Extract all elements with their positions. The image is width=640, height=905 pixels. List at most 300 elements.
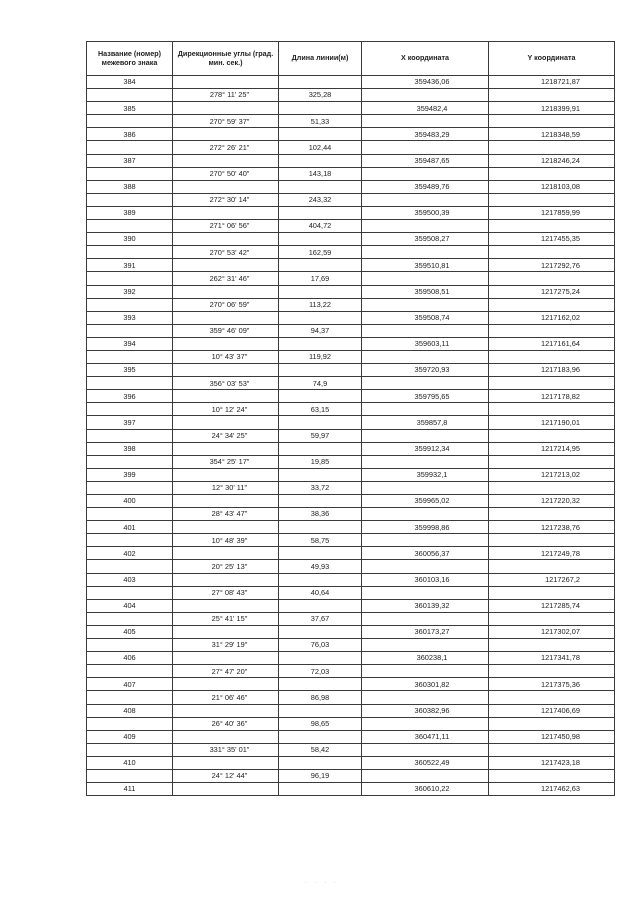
x-coordinate: 360056,37 xyxy=(362,547,489,560)
x-cell-empty xyxy=(362,298,489,311)
length-cell-empty xyxy=(279,337,362,350)
x-cell-empty xyxy=(362,612,489,625)
x-cell-empty xyxy=(362,220,489,233)
y-cell-empty xyxy=(489,534,615,547)
table-row xyxy=(87,652,615,665)
direction-angle: 262° 31' 46" xyxy=(173,272,279,285)
point-name-empty xyxy=(87,455,173,468)
angle-cell-empty xyxy=(173,756,279,769)
y-coordinate: 1217450,98 xyxy=(489,730,615,743)
x-cell-empty xyxy=(362,89,489,102)
table-row xyxy=(87,586,615,599)
table-row xyxy=(87,560,615,573)
line-length: 96,19 xyxy=(279,769,362,782)
x-coordinate: 359482,4 xyxy=(362,102,489,115)
x-coordinate: 359508,74 xyxy=(362,311,489,324)
header-x-coordinate: X координата xyxy=(362,42,489,76)
length-cell-empty xyxy=(279,547,362,560)
table-row xyxy=(87,285,615,298)
line-length: 38,36 xyxy=(279,508,362,521)
angle-cell-empty xyxy=(173,625,279,638)
direction-angle: 359° 46' 09" xyxy=(173,324,279,337)
line-length: 76,03 xyxy=(279,639,362,652)
x-cell-empty xyxy=(362,691,489,704)
y-coordinate: 1217375,36 xyxy=(489,678,615,691)
x-cell-empty xyxy=(362,586,489,599)
y-cell-empty xyxy=(489,377,615,390)
line-length: 17,69 xyxy=(279,272,362,285)
length-cell-empty xyxy=(279,285,362,298)
y-coordinate: 1217238,76 xyxy=(489,521,615,534)
direction-angle: 12° 30' 11" xyxy=(173,481,279,494)
x-coordinate: 360139,32 xyxy=(362,599,489,612)
table-row xyxy=(87,311,615,324)
direction-angle: 28° 43' 47" xyxy=(173,508,279,521)
table-row xyxy=(87,89,615,102)
line-length: 325,28 xyxy=(279,89,362,102)
line-length: 102,44 xyxy=(279,141,362,154)
angle-cell-empty xyxy=(173,573,279,586)
x-coordinate: 359508,27 xyxy=(362,233,489,246)
point-name: 411 xyxy=(87,783,173,796)
table-row xyxy=(87,481,615,494)
point-name-empty xyxy=(87,586,173,599)
table-row xyxy=(87,76,615,89)
line-length: 113,22 xyxy=(279,298,362,311)
direction-angle: 331° 35' 01" xyxy=(173,743,279,756)
table-row xyxy=(87,625,615,638)
table-row xyxy=(87,769,615,782)
point-name: 406 xyxy=(87,652,173,665)
x-coordinate: 359510,81 xyxy=(362,259,489,272)
length-cell-empty xyxy=(279,599,362,612)
line-length: 58,75 xyxy=(279,534,362,547)
x-cell-empty xyxy=(362,717,489,730)
y-cell-empty xyxy=(489,769,615,782)
line-length: 37,67 xyxy=(279,612,362,625)
x-coordinate: 359932,1 xyxy=(362,468,489,481)
length-cell-empty xyxy=(279,495,362,508)
direction-angle: 278° 11' 25" xyxy=(173,89,279,102)
table-row xyxy=(87,324,615,337)
point-name-empty xyxy=(87,141,173,154)
y-cell-empty xyxy=(489,193,615,206)
x-coordinate: 359483,29 xyxy=(362,128,489,141)
table-row xyxy=(87,783,615,796)
table-row xyxy=(87,350,615,363)
angle-cell-empty xyxy=(173,468,279,481)
point-name: 409 xyxy=(87,730,173,743)
point-name-empty xyxy=(87,350,173,363)
line-length: 404,72 xyxy=(279,220,362,233)
direction-angle: 270° 59' 37" xyxy=(173,115,279,128)
y-cell-empty xyxy=(489,665,615,678)
x-cell-empty xyxy=(362,429,489,442)
header-point-name: Название (номер) межевого знака xyxy=(87,42,173,76)
table-row xyxy=(87,743,615,756)
length-cell-empty xyxy=(279,783,362,796)
x-coordinate: 359500,39 xyxy=(362,206,489,219)
coordinates-sheet xyxy=(86,41,614,860)
x-coordinate: 359487,65 xyxy=(362,154,489,167)
y-coordinate: 1218721,87 xyxy=(489,76,615,89)
point-name: 392 xyxy=(87,285,173,298)
length-cell-empty xyxy=(279,416,362,429)
y-cell-empty xyxy=(489,743,615,756)
x-cell-empty xyxy=(362,534,489,547)
table-row xyxy=(87,102,615,115)
angle-cell-empty xyxy=(173,390,279,403)
table-body xyxy=(87,76,615,796)
x-coordinate: 359720,93 xyxy=(362,364,489,377)
table-row xyxy=(87,691,615,704)
table-row xyxy=(87,704,615,717)
point-name-empty xyxy=(87,89,173,102)
table-row xyxy=(87,128,615,141)
direction-angle: 270° 06' 59" xyxy=(173,298,279,311)
direction-angle: 10° 12' 24" xyxy=(173,403,279,416)
x-cell-empty xyxy=(362,324,489,337)
y-coordinate: 1218103,08 xyxy=(489,180,615,193)
x-cell-empty xyxy=(362,115,489,128)
direction-angle: 24° 34' 25" xyxy=(173,429,279,442)
angle-cell-empty xyxy=(173,442,279,455)
x-coordinate: 360301,82 xyxy=(362,678,489,691)
point-name-empty xyxy=(87,717,173,730)
y-cell-empty xyxy=(489,455,615,468)
table-row xyxy=(87,141,615,154)
x-cell-empty xyxy=(362,665,489,678)
table-row xyxy=(87,468,615,481)
point-name: 403 xyxy=(87,573,173,586)
length-cell-empty xyxy=(279,102,362,115)
angle-cell-empty xyxy=(173,76,279,89)
angle-cell-empty xyxy=(173,599,279,612)
point-name: 393 xyxy=(87,311,173,324)
point-name-empty xyxy=(87,429,173,442)
y-coordinate: 1218399,91 xyxy=(489,102,615,115)
x-coordinate: 360471,11 xyxy=(362,730,489,743)
length-cell-empty xyxy=(279,364,362,377)
point-name: 386 xyxy=(87,128,173,141)
table-row xyxy=(87,547,615,560)
y-cell-empty xyxy=(489,717,615,730)
angle-cell-empty xyxy=(173,128,279,141)
x-coordinate: 360610,22 xyxy=(362,783,489,796)
point-name-empty xyxy=(87,508,173,521)
table-row xyxy=(87,508,615,521)
point-name-empty xyxy=(87,665,173,678)
line-length: 40,64 xyxy=(279,586,362,599)
y-cell-empty xyxy=(489,560,615,573)
point-name: 394 xyxy=(87,337,173,350)
angle-cell-empty xyxy=(173,337,279,350)
header-direction-angle: Дирекционные углы (град. мин. сек.) xyxy=(173,42,279,76)
point-name-empty xyxy=(87,324,173,337)
point-name: 388 xyxy=(87,180,173,193)
table-row xyxy=(87,180,615,193)
y-coordinate: 1218348,59 xyxy=(489,128,615,141)
point-name-empty xyxy=(87,272,173,285)
table-row xyxy=(87,730,615,743)
y-coordinate: 1217341,78 xyxy=(489,652,615,665)
y-coordinate: 1218246,24 xyxy=(489,154,615,167)
y-cell-empty xyxy=(489,324,615,337)
point-name: 387 xyxy=(87,154,173,167)
table-row xyxy=(87,442,615,455)
direction-angle: 31° 29' 19" xyxy=(173,639,279,652)
table-row xyxy=(87,390,615,403)
direction-angle: 271° 06' 56" xyxy=(173,220,279,233)
direction-angle: 24° 12' 44" xyxy=(173,769,279,782)
x-coordinate: 359489,76 xyxy=(362,180,489,193)
angle-cell-empty xyxy=(173,416,279,429)
y-cell-empty xyxy=(489,272,615,285)
x-coordinate: 359857,8 xyxy=(362,416,489,429)
x-cell-empty xyxy=(362,403,489,416)
length-cell-empty xyxy=(279,678,362,691)
length-cell-empty xyxy=(279,259,362,272)
x-coordinate: 360103,16 xyxy=(362,573,489,586)
table-row xyxy=(87,416,615,429)
x-cell-empty xyxy=(362,377,489,390)
length-cell-empty xyxy=(279,730,362,743)
length-cell-empty xyxy=(279,76,362,89)
line-length: 162,59 xyxy=(279,246,362,259)
point-name: 410 xyxy=(87,756,173,769)
y-cell-empty xyxy=(489,612,615,625)
angle-cell-empty xyxy=(173,311,279,324)
direction-angle: 270° 53' 42" xyxy=(173,246,279,259)
line-length: 119,92 xyxy=(279,350,362,363)
line-length: 72,03 xyxy=(279,665,362,678)
y-coordinate: 1217859,99 xyxy=(489,206,615,219)
y-cell-empty xyxy=(489,403,615,416)
line-length: 74,9 xyxy=(279,377,362,390)
point-name: 390 xyxy=(87,233,173,246)
length-cell-empty xyxy=(279,521,362,534)
angle-cell-empty xyxy=(173,259,279,272)
table-row xyxy=(87,220,615,233)
angle-cell-empty xyxy=(173,521,279,534)
x-coordinate: 360522,49 xyxy=(362,756,489,769)
line-length: 94,37 xyxy=(279,324,362,337)
table-row xyxy=(87,233,615,246)
table-row xyxy=(87,377,615,390)
y-coordinate: 1217220,32 xyxy=(489,495,615,508)
table-row xyxy=(87,115,615,128)
point-name: 385 xyxy=(87,102,173,115)
x-coordinate: 359912,34 xyxy=(362,442,489,455)
header-y-coordinate: Y координата xyxy=(489,42,615,76)
x-cell-empty xyxy=(362,743,489,756)
point-name: 391 xyxy=(87,259,173,272)
direction-angle: 272° 26' 21" xyxy=(173,141,279,154)
angle-cell-empty xyxy=(173,678,279,691)
header-line-length: Длина линии(м) xyxy=(279,42,362,76)
x-coordinate: 360173,27 xyxy=(362,625,489,638)
y-cell-empty xyxy=(489,141,615,154)
y-cell-empty xyxy=(489,481,615,494)
table-row xyxy=(87,272,615,285)
table-row xyxy=(87,455,615,468)
direction-angle: 356° 03' 53" xyxy=(173,377,279,390)
angle-cell-empty xyxy=(173,730,279,743)
length-cell-empty xyxy=(279,311,362,324)
y-cell-empty xyxy=(489,639,615,652)
length-cell-empty xyxy=(279,154,362,167)
line-length: 49,93 xyxy=(279,560,362,573)
point-name-empty xyxy=(87,377,173,390)
angle-cell-empty xyxy=(173,704,279,717)
length-cell-empty xyxy=(279,704,362,717)
x-coordinate: 360382,96 xyxy=(362,704,489,717)
point-name-empty xyxy=(87,167,173,180)
direction-angle: 27° 47' 20" xyxy=(173,665,279,678)
line-length: 143,18 xyxy=(279,167,362,180)
y-coordinate: 1217292,76 xyxy=(489,259,615,272)
point-name-empty xyxy=(87,612,173,625)
y-cell-empty xyxy=(489,167,615,180)
table-row xyxy=(87,521,615,534)
x-cell-empty xyxy=(362,141,489,154)
x-coordinate: 359603,11 xyxy=(362,337,489,350)
direction-angle: 10° 48' 39" xyxy=(173,534,279,547)
y-cell-empty xyxy=(489,508,615,521)
y-coordinate: 1217462,63 xyxy=(489,783,615,796)
x-coordinate: 359795,65 xyxy=(362,390,489,403)
x-cell-empty xyxy=(362,350,489,363)
table-row xyxy=(87,154,615,167)
length-cell-empty xyxy=(279,206,362,219)
point-name: 407 xyxy=(87,678,173,691)
table-row xyxy=(87,495,615,508)
direction-angle: 21° 06' 46" xyxy=(173,691,279,704)
x-cell-empty xyxy=(362,481,489,494)
length-cell-empty xyxy=(279,573,362,586)
table-row xyxy=(87,403,615,416)
boundary-coordinates-table xyxy=(86,41,615,796)
table-row xyxy=(87,193,615,206)
length-cell-empty xyxy=(279,390,362,403)
point-name: 401 xyxy=(87,521,173,534)
y-coordinate: 1217302,07 xyxy=(489,625,615,638)
angle-cell-empty xyxy=(173,154,279,167)
line-length: 59,97 xyxy=(279,429,362,442)
table-row xyxy=(87,612,615,625)
angle-cell-empty xyxy=(173,180,279,193)
y-coordinate: 1217161,64 xyxy=(489,337,615,350)
length-cell-empty xyxy=(279,233,362,246)
y-coordinate: 1217455,35 xyxy=(489,233,615,246)
table-row xyxy=(87,364,615,377)
angle-cell-empty xyxy=(173,102,279,115)
point-name-empty xyxy=(87,534,173,547)
x-coordinate: 359965,02 xyxy=(362,495,489,508)
y-cell-empty xyxy=(489,220,615,233)
point-name: 384 xyxy=(87,76,173,89)
line-length: 86,98 xyxy=(279,691,362,704)
line-length: 51,33 xyxy=(279,115,362,128)
table-row xyxy=(87,534,615,547)
y-cell-empty xyxy=(489,298,615,311)
y-coordinate: 1217249,78 xyxy=(489,547,615,560)
direction-angle: 20° 25' 13" xyxy=(173,560,279,573)
y-coordinate: 1217162,02 xyxy=(489,311,615,324)
table-row xyxy=(87,717,615,730)
point-name: 395 xyxy=(87,364,173,377)
angle-cell-empty xyxy=(173,783,279,796)
direction-angle: 10° 43' 37" xyxy=(173,350,279,363)
x-coordinate: 359436,06 xyxy=(362,76,489,89)
length-cell-empty xyxy=(279,442,362,455)
y-cell-empty xyxy=(489,429,615,442)
direction-angle: 25° 41' 15" xyxy=(173,612,279,625)
y-coordinate: 1217267,2 xyxy=(489,573,615,586)
angle-cell-empty xyxy=(173,285,279,298)
y-coordinate: 1217406,69 xyxy=(489,704,615,717)
y-coordinate: 1217183,96 xyxy=(489,364,615,377)
point-name-empty xyxy=(87,639,173,652)
point-name: 396 xyxy=(87,390,173,403)
line-length: 58,42 xyxy=(279,743,362,756)
y-coordinate: 1217423,18 xyxy=(489,756,615,769)
direction-angle: 26° 40' 36" xyxy=(173,717,279,730)
length-cell-empty xyxy=(279,180,362,193)
direction-angle: 272° 30' 14" xyxy=(173,193,279,206)
y-coordinate: 1217285,74 xyxy=(489,599,615,612)
direction-angle: 27° 08' 43" xyxy=(173,586,279,599)
length-cell-empty xyxy=(279,652,362,665)
x-cell-empty xyxy=(362,639,489,652)
point-name-empty xyxy=(87,193,173,206)
point-name: 399 xyxy=(87,468,173,481)
point-name-empty xyxy=(87,743,173,756)
point-name-empty xyxy=(87,298,173,311)
x-cell-empty xyxy=(362,508,489,521)
point-name: 408 xyxy=(87,704,173,717)
angle-cell-empty xyxy=(173,364,279,377)
point-name: 398 xyxy=(87,442,173,455)
line-length: 243,32 xyxy=(279,193,362,206)
table-row xyxy=(87,429,615,442)
point-name: 400 xyxy=(87,495,173,508)
angle-cell-empty xyxy=(173,206,279,219)
faint-footer-mark: · · · · xyxy=(305,880,339,886)
y-coordinate: 1217214,95 xyxy=(489,442,615,455)
table-row xyxy=(87,298,615,311)
table-row xyxy=(87,678,615,691)
x-cell-empty xyxy=(362,193,489,206)
x-coordinate: 359998,86 xyxy=(362,521,489,534)
angle-cell-empty xyxy=(173,652,279,665)
table-row xyxy=(87,665,615,678)
table-row xyxy=(87,167,615,180)
point-name: 405 xyxy=(87,625,173,638)
x-cell-empty xyxy=(362,455,489,468)
point-name: 402 xyxy=(87,547,173,560)
point-name-empty xyxy=(87,220,173,233)
length-cell-empty xyxy=(279,756,362,769)
point-name-empty xyxy=(87,115,173,128)
point-name: 389 xyxy=(87,206,173,219)
length-cell-empty xyxy=(279,468,362,481)
x-cell-empty xyxy=(362,769,489,782)
angle-cell-empty xyxy=(173,495,279,508)
length-cell-empty xyxy=(279,625,362,638)
direction-angle: 354° 25' 17" xyxy=(173,455,279,468)
table-header-row xyxy=(87,42,615,76)
